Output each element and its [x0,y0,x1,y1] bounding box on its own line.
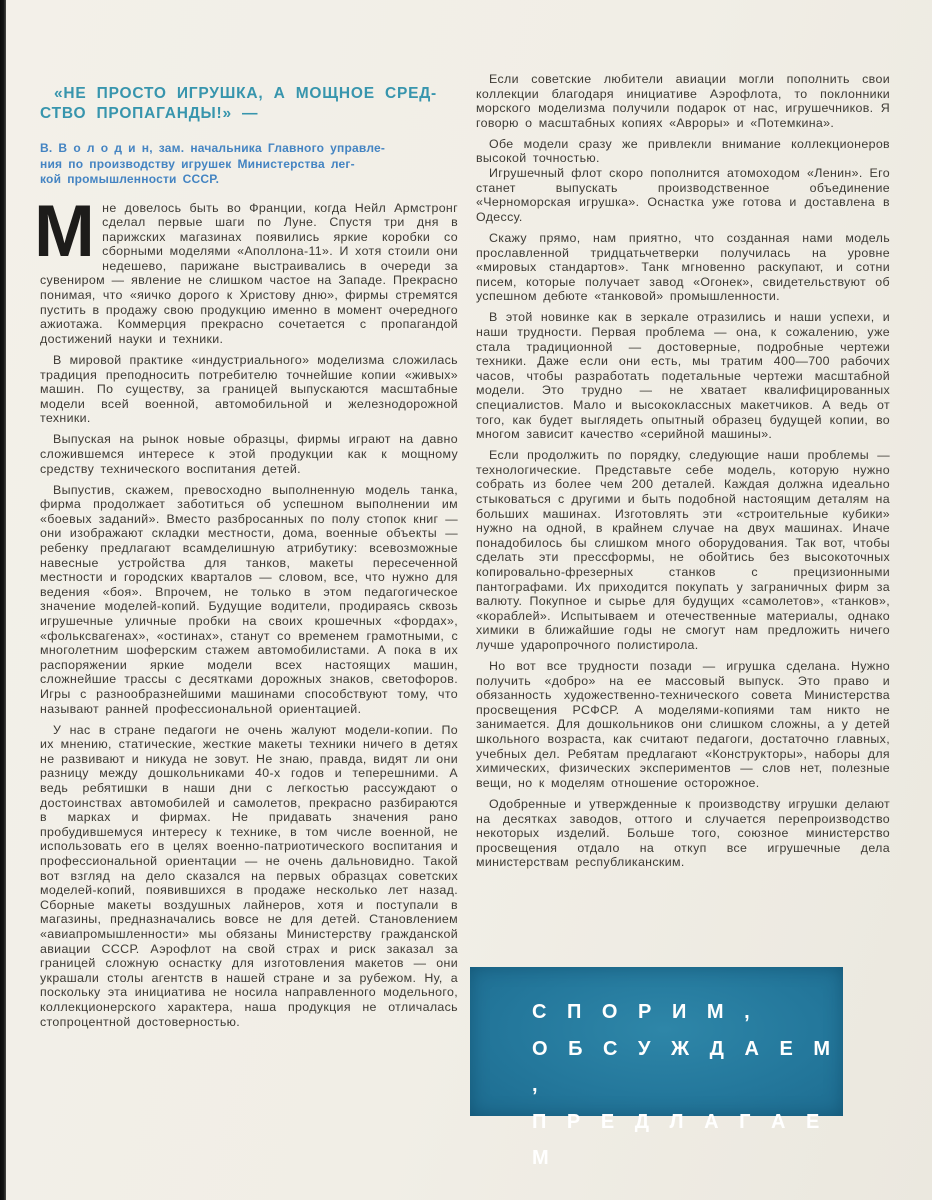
byline-line-2: ния по производству игрушек Министерства лег- [40,156,355,171]
page-edge-shadow [0,0,6,1200]
paragraph: Обе модели сразу же привлекли внимание коллекционеров высокой точностью. [476,136,890,166]
byline-line-3: кой промышленности СССР. [40,172,220,186]
paragraph: Одобренные и утвержденные к производству игрушки делают на десятках заводов, оттого и случается перепроизводство некоторых изделий. Больше того, союзное министерство просвещения отдало на откуп все игрушечные дела министерствам республиканским. [476,796,890,870]
article-title [40,84,458,124]
paragraph: Но вот все трудности позади — игрушка сделана. Нужно получить «добро» на ее массовый выпуск. Это право и обязанность художественно-технического совета Министерства просвещения РСФСР. А моделями-копиями там никто не занимается. Для дошкольников они слишком сложны, а у детей школьного возраста, как считают педагоги, достаточно главных, учебных дел. Ребятам предлагают «Конструкторы», наборы для химических, физических экспериментов — слов нет, полезные вещи, но к моделям отношение осторожное. [476,659,890,790]
paragraph: Игрушечный флот скоро пополнится атомоходом «Ленин». Его станет выпускать производственное объединение «Черноморская игрушка». Оснастка уже готова и доставлена в Одессу. [476,166,890,224]
paragraph: У нас в стране педагоги не очень жалуют модели-копии. По их мнению, статические, жесткие макеты техники ничего в детях не развивают и никуда не зовут. Не знаю, правда, видят ли они разницу между дошкольниками 40-х годов и теперешними. А ведь ребятишки в наши дни с легкостью рассуждают о достоинствах автомобилей и самолетов, прекрасно разбираются в марках и фирмах. Не придавать значения рано пробудившемуся интересу к технике, в том числе военной, не использовать его в целях военно-патриотического воспитания и профессиональной ориентации — не очень дальновидно. Такой вот взгляд на дело сказался на первых образцах советских моделей-копий, появившихся в продаже несколько лет назад. Сборные макеты воздушных лайнеров, хотя и поступали в магазины, предназначались вовсе не для детей. Становлением «авиапромышленности» мы обязаны Министерству гражданской авиации СССР. Аэрофлот на свой страх и риск заказал за границей сложную оснастку для изготовления макетов — они украшали столы агентств в нашей стране и за рубежом. Ну, а поскольку эта инициатива не носила направленного модельного, коллекционерского характера, наша продукция не отличалась стопроцентной достоверностью. [40,722,458,1029]
byline-line-1: В. В о л о д и н, зам. начальника Главного управле- [40,141,386,155]
paragraph: Выпуская на рынок новые образцы, фирмы играют на давно сложившемся интересе к этой продукции как к мощному средству технического воспитания детей. [40,432,458,476]
paragraph: Мне довелось быть во Франции, когда Нейл Армстронг сделал первые шаги по Луне. Спустя три дня в парижских магазинах появились яркие коробки со сборными моделями «Аполлона-11». И хотя стоили они недешево, парижане выстраивались в очереди за сувениром — явление не слишком частое на Западе. Прекрасно понимая, что «яичко дорого к Христову дню», фирмы стремятся пустить в продажу свою продукцию именно в момент очередного ажиотажа. Коммерция прекрасно сочетается с пропагандой достижений науки и техники. [34,190,458,346]
paragraph: Скажу прямо, нам приятно, что созданная нами модель прославленной тридцатьчетверки получилась на уровне «мировых стандартов». Танк мгновенно раскупают, и сотни писем, которые получает завод «Огонек», свидетельствуют об успешном дебюте «танковой» промышленности. [476,230,890,304]
banner-line-2: О Б С У Ж Д А Е М , [532,1037,838,1096]
paragraph: Выпустив, скажем, превосходно выполненную модель танка, фирма продолжает заботиться об успешном выполнении им «боевых заданий». Вместо разбросанных по полу стопок книг — они изображают складки местности, дома, военные объекты — ребенку предлагают всамделишную атрибутику: всевозможные навесные устройства для танков, макеты пересеченной местности и городских кварталов — словом, все, что нужно для ведения «боя». Впрочем, не только в этом педагогическое значение моделей-копий. Будущие водители, продираясь сквозь игрушечные уличные пробки на своих крошечных «фордах», «фольксвагенах», «остинах», станут со временем грамотными, с многолетним шоферским стажем автомобилистами. А пока в их распоряжении яркие модели всех настоящих машин, сложнейшие трассы с десятками дорожных знаков, светофоров. Игры с разнообразнейшими машинами способствуют тому, что называют ранней профессиональной ориентацией. [40,482,458,716]
article-title-line-2: СТВО ПРОПАГАНДЫ!» — [40,105,259,122]
byline [40,141,458,188]
article-title-line-1: «НЕ ПРОСТО ИГРУШКА, А МОЩНОЕ СРЕД- [54,85,438,102]
discussion-banner [470,967,843,1169]
banner-line-3: П Р Е Д Л А Г А Е М [532,1110,827,1169]
paragraph: В этой новинке как в зеркале отразились и наши успехи, и наши трудности. Первая проблема — она, к сожалению, уже стала традиционной — достоверные, подробные чертежи техники. Даже если они есть, мы тратим 400—700 рабочих часов, чтобы разработать подетальные чертежи масштабной модели. Это трудно — не хватает квалифицированных специалистов. Мало и высококлассных макетчиков. А ведь от того, как будет выглядеть опытный образец будущей копии, во многом зависит качество «серийной машины». [476,310,890,442]
left-column [34,84,458,1029]
discussion-banner-text [470,967,843,1177]
paragraph: В мировой практике «индустриального» моделизма сложилась традиция преподносить потребителю точнейшие копии «живых» машин. По существу, за границей выпускаются масштабные модели всей военной, автомобильной и железнодорожной техники. [40,352,458,426]
drop-cap: М [34,190,96,272]
left-column-text [34,190,458,1030]
paragraph: Если советские любители авиации могли пополнить свои коллекции благодаря инициативе Аэрофлота, то поклонники морского моделизма получили подарок от нас, игрушечников. Я говорю о масштабных копиях «Авроры» и «Потемкина». [476,72,890,130]
right-column-text [476,72,890,870]
right-column [476,72,890,870]
paragraph: Если продолжить по порядку, следующие наши проблемы — технологические. Представьте себе модель, которую нужно собрать из более чем 200 деталей. Каждая должна идеально стыковаться с другими и быть подобной настоящим деталям на больших машинах. Изготовлять эти «строительные кубики» нужно на одной, в крайнем случае на двух машинах. Иначе понадобилось бы слишком много оборудования. Так вот, чтобы сделать эти прессформы, не обойтись без высокоточных копировально-фрезерных станков с прецизионными пантографами. Их приходится покупать у заграничных фирм за валюту. Покупное и сырье для будущих «самолетов», «танков», «кораблей». Испытываем и отечественные материалы, однако химики в ближайшие годы не смогут нам предложить ничего лучше ударопрочного полистирола. [476,448,890,652]
banner-line-1: С П О Р И М , [532,1001,758,1023]
